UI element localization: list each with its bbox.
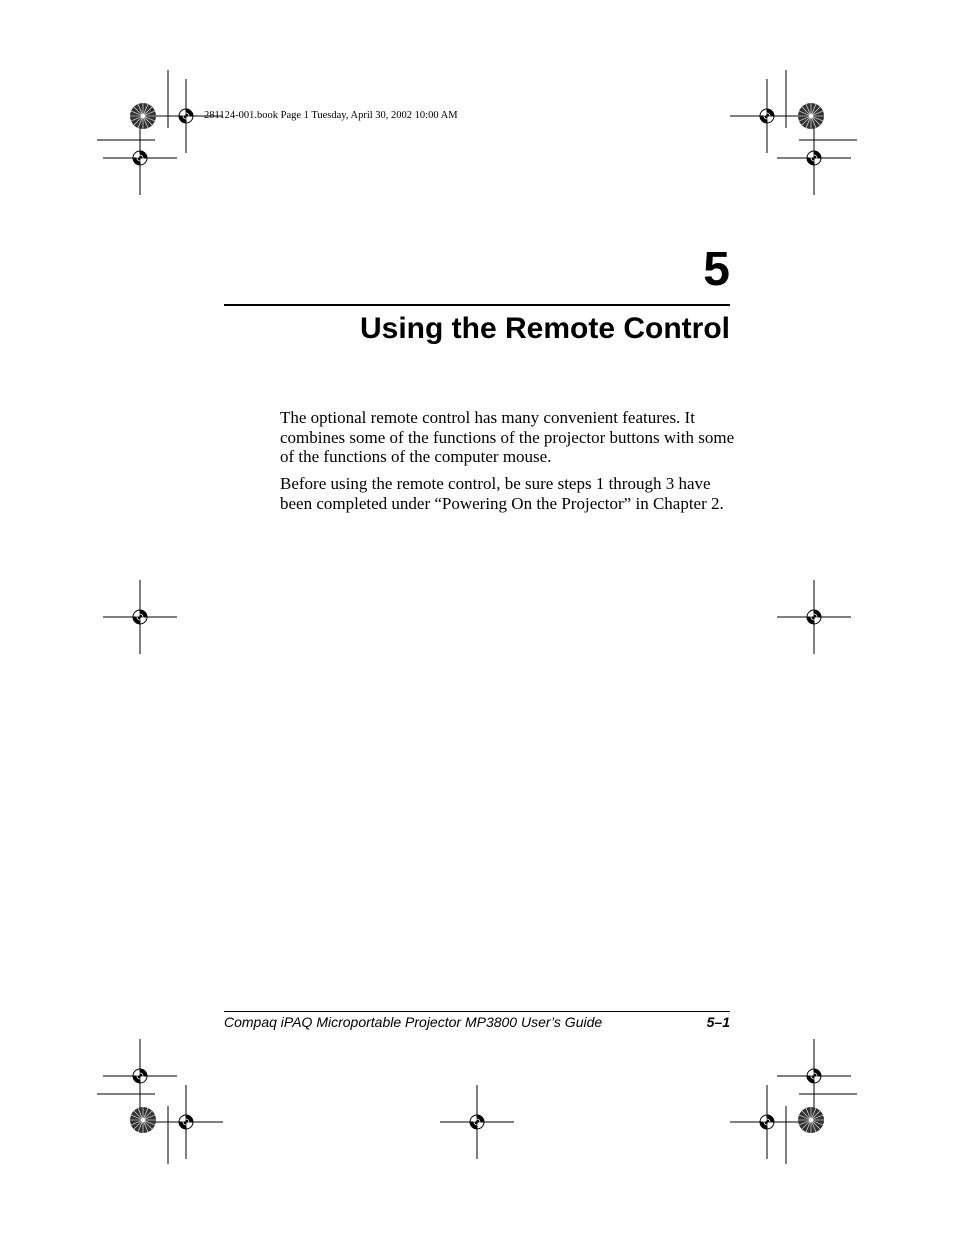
crosshair-target-icon <box>103 580 177 654</box>
crosshair-target-icon <box>103 1039 177 1113</box>
footer-rule <box>224 1011 730 1012</box>
crosshair-target-icon <box>730 79 804 153</box>
starburst-target-icon <box>798 103 824 129</box>
crosshair-target-icon <box>440 1085 514 1159</box>
crosshair-target-icon <box>777 121 851 195</box>
starburst-target-icon <box>130 103 156 129</box>
page-number: 5–1 <box>706 1014 730 1030</box>
body-paragraph: The optional remote control has many convenient features. It combines some of the functions of the projector buttons with some of the functions of the computer mouse. <box>280 408 735 466</box>
crosshair-target-icon <box>777 1039 851 1113</box>
crop-marks <box>97 70 857 1164</box>
crosshair-target-icon <box>730 1085 804 1159</box>
chapter-number: 5 <box>703 243 730 296</box>
body-paragraph: Before using the remote control, be sure steps 1 through 3 have been completed under “Powering On the Projector” in Chapter 2. <box>280 474 724 513</box>
chapter-title: Using the Remote Control <box>359 312 730 345</box>
slug-line: 281124-001.book Page 1 Tuesday, April 30, 2002 10:00 AM <box>204 110 458 121</box>
starburst-target-icon <box>798 1107 824 1133</box>
crosshair-target-icon <box>149 1085 223 1159</box>
footer-title: Compaq iPAQ Microportable Projector MP3800 User’s Guide <box>224 1014 603 1030</box>
crosshair-target-icon <box>777 580 851 654</box>
crosshair-target-icon <box>103 121 177 195</box>
title-rule <box>224 304 730 306</box>
starburst-target-icon <box>130 1107 156 1133</box>
